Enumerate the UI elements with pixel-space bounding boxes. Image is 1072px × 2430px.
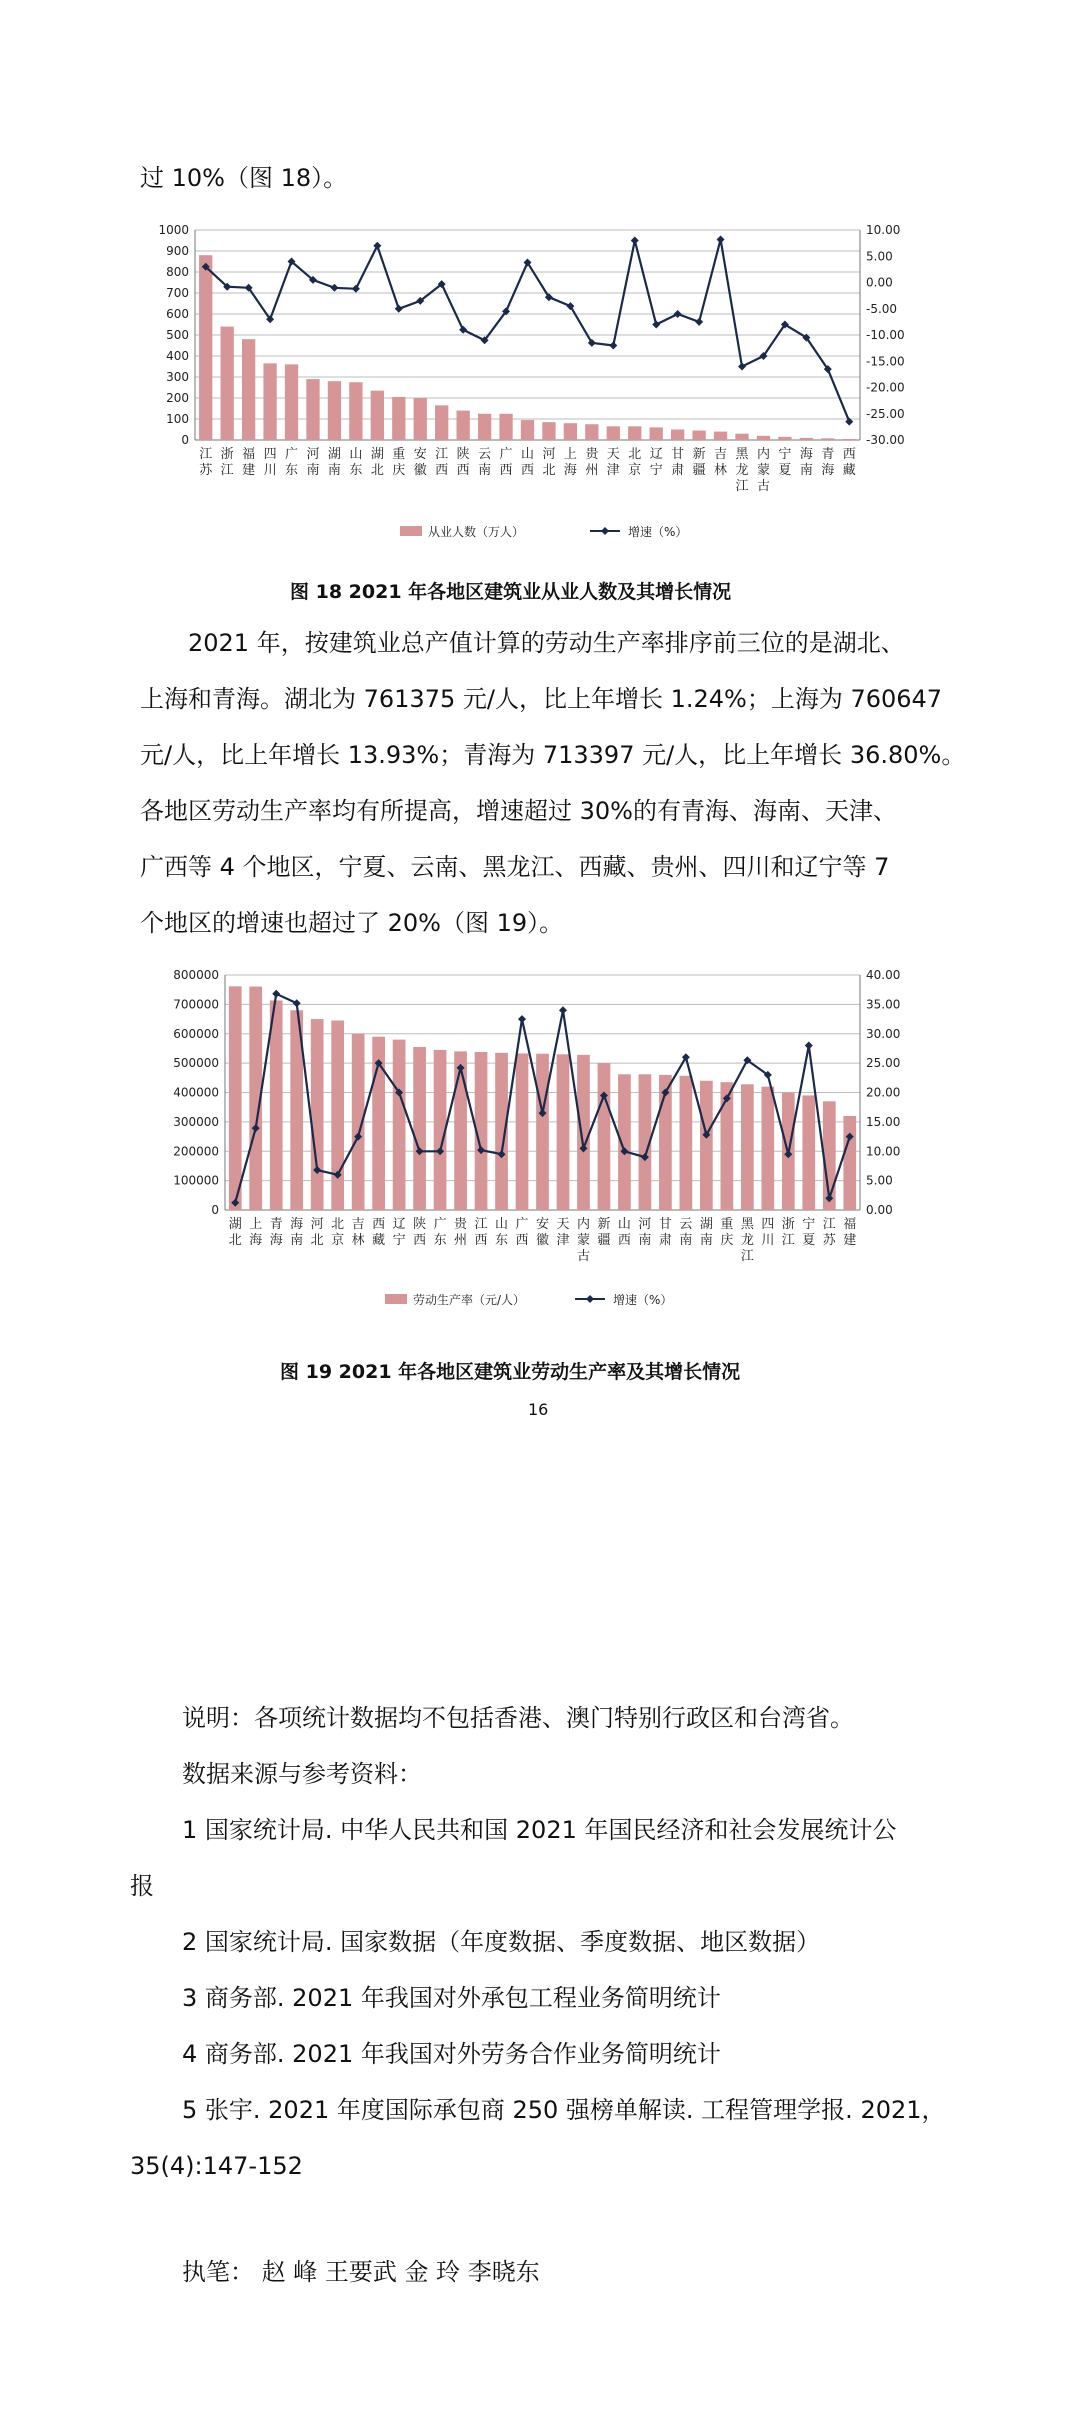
bar <box>221 327 234 440</box>
legend-label: 增速（%） <box>613 1293 673 1307</box>
line-point <box>518 1015 526 1023</box>
x-tick-label: 广东 <box>285 447 299 478</box>
x-tick-label: 湖南 <box>327 447 341 478</box>
line-point <box>805 1042 813 1050</box>
bar <box>800 438 813 440</box>
bar <box>821 438 834 440</box>
x-tick-label: 宁夏 <box>778 447 792 478</box>
y-left-tick-label: 100000 <box>173 1173 219 1188</box>
y-right-tick-label: -10.00 <box>866 328 905 342</box>
x-tick-label: 北京 <box>331 1217 345 1248</box>
intro-line: 过 10%（图 18）。 <box>140 164 348 192</box>
y-left-tick-label: 800 <box>166 265 189 279</box>
y-left-tick-label: 200 <box>166 391 189 405</box>
legend-label: 增速（%） <box>628 525 688 539</box>
y-left-tick-label: 300 <box>166 370 189 384</box>
bar <box>585 424 598 440</box>
x-tick-label: 河南 <box>306 447 320 478</box>
x-tick-label: 甘肃 <box>671 447 685 478</box>
x-tick-label: 宁夏 <box>802 1217 816 1248</box>
bar <box>692 431 705 440</box>
bar <box>516 1053 529 1210</box>
y-left-tick-label: 0 <box>181 433 189 447</box>
bar <box>331 1021 344 1210</box>
x-tick-label: 江西 <box>435 447 449 478</box>
reference-item: 1 国家统计局. 中华人民共和国 2021 年国民经济和社会发展统计公 <box>182 1816 897 1844</box>
line-point <box>609 342 617 350</box>
bar <box>456 411 469 440</box>
y-right-tick-label: -20.00 <box>866 380 905 395</box>
line-point <box>717 235 725 243</box>
x-tick-label: 新疆 <box>692 447 706 478</box>
y-right-tick-label: 30.00 <box>866 1026 901 1041</box>
line-point <box>695 318 703 326</box>
reference-item: 4 商务部. 2021 年我国对外劳务合作业务简明统计 <box>182 2040 721 2068</box>
x-tick-label: 天津 <box>606 447 620 478</box>
y-left-tick-label: 100 <box>166 412 189 426</box>
bar <box>564 423 577 440</box>
bar <box>735 434 748 440</box>
x-tick-label: 辽宁 <box>392 1217 406 1248</box>
y-left-tick-label: 700 <box>166 286 189 300</box>
y-right-tick-label: 5.00 <box>866 1173 893 1188</box>
note-text: 说明：各项统计数据均不包括香港、澳门特别行政区和台湾省。 <box>182 1704 854 1732</box>
bar <box>700 1081 713 1210</box>
x-tick-label: 内蒙古 <box>756 447 770 494</box>
x-tick-label: 青海 <box>821 447 835 478</box>
y-left-tick-label: 0 <box>211 1203 219 1217</box>
x-tick-label: 北京 <box>628 447 642 478</box>
bar <box>392 397 405 440</box>
bar <box>671 430 684 441</box>
bar <box>761 1087 774 1210</box>
bar <box>263 363 276 440</box>
bar <box>843 439 856 440</box>
page-number: 16 <box>528 1400 549 1419</box>
y-left-tick-label: 400000 <box>173 1085 219 1100</box>
bar <box>741 1084 754 1210</box>
y-left-tick-label: 600 <box>166 307 189 321</box>
line-point <box>652 321 660 329</box>
x-tick-label: 云南 <box>478 447 492 478</box>
y-left-tick-label: 300000 <box>173 1114 219 1129</box>
line-point <box>559 1006 567 1014</box>
bar <box>680 1076 693 1210</box>
x-tick-label: 湖北 <box>228 1217 242 1248</box>
paragraph-line: 个地区的增速也超过了 20%（图 19）。 <box>140 909 564 937</box>
line-point <box>459 326 467 334</box>
x-tick-label: 海南 <box>799 447 813 478</box>
reference-item: 2 国家统计局. 国家数据（年度数据、季度数据、地区数据） <box>182 1928 821 1956</box>
y-left-tick-label: 800000 <box>173 968 219 982</box>
x-tick-label: 河北 <box>310 1217 324 1248</box>
paragraph-line: 2021 年，按建筑业总产值计算的劳动生产率排序前三位的是湖北、 <box>188 629 905 657</box>
y-left-tick-label: 200000 <box>173 1144 219 1159</box>
growth-line <box>206 239 850 421</box>
x-tick-label: 江苏 <box>199 447 213 478</box>
bar <box>270 1000 283 1210</box>
y-right-tick-label: 15.00 <box>866 1114 901 1129</box>
legend-swatch-marker <box>601 527 609 535</box>
bar <box>454 1051 467 1210</box>
x-tick-label: 江苏 <box>822 1217 836 1248</box>
x-tick-label: 广东 <box>433 1217 447 1248</box>
line-point <box>352 285 360 293</box>
sources-title: 数据来源与参考资料： <box>182 1760 422 1788</box>
figure-19-chart <box>140 965 940 1325</box>
authors: 执笔： 赵 峰 王要武 金 玲 李晓东 <box>182 2258 540 2286</box>
x-tick-label: 山西 <box>617 1217 631 1248</box>
y-right-tick-label: 10.00 <box>866 223 901 237</box>
line-point <box>674 310 682 318</box>
x-tick-label: 浙江 <box>781 1217 795 1248</box>
line-point <box>373 242 381 250</box>
y-right-tick-label: 0.00 <box>866 275 893 290</box>
legend-swatch-bars <box>400 526 422 536</box>
x-tick-label: 云南 <box>679 1217 693 1248</box>
bar <box>650 427 663 440</box>
x-tick-label: 内蒙古 <box>576 1217 590 1264</box>
y-right-tick-label: -15.00 <box>866 354 905 369</box>
bar <box>536 1054 549 1210</box>
x-tick-label: 陕西 <box>413 1217 427 1248</box>
reference-item: 35(4):147-152 <box>130 2152 303 2180</box>
y-right-tick-label: -30.00 <box>866 433 905 447</box>
bar <box>349 382 362 440</box>
legend-label: 劳动生产率（元/人） <box>413 1293 526 1307</box>
reference-item: 5 张宇. 2021 年度国际承包商 250 强榜单解读. 工程管理学报. 2021， <box>182 2096 946 2124</box>
bar <box>802 1095 815 1210</box>
line-point <box>738 363 746 371</box>
x-tick-label: 山东 <box>495 1217 509 1248</box>
y-left-tick-label: 700000 <box>173 997 219 1012</box>
y-right-tick-label: -25.00 <box>866 406 905 421</box>
y-left-tick-label: 500 <box>166 328 189 342</box>
x-tick-label: 重庆 <box>392 447 406 478</box>
figure-18-caption: 图 18 2021 年各地区建筑业从业人数及其增长情况 <box>290 581 732 603</box>
x-tick-label: 新疆 <box>597 1217 611 1248</box>
x-tick-label: 广西 <box>499 447 513 478</box>
paragraph-line: 广西等 4 个地区，宁夏、云南、黑龙江、西藏、贵州、四川和辽宁等 7 <box>140 853 890 881</box>
x-tick-label: 江西 <box>474 1217 488 1248</box>
y-right-tick-label: 40.00 <box>866 968 901 982</box>
bar <box>371 391 384 440</box>
x-tick-label: 湖北 <box>370 447 384 478</box>
y-right-tick-label: 25.00 <box>866 1056 901 1071</box>
paragraph-line: 元/人，比上年增长 13.93%；青海为 713397 元/人，比上年增长 36.80%。 <box>140 741 966 769</box>
x-tick-label: 贵州 <box>585 447 599 478</box>
bar <box>478 414 491 440</box>
y-right-tick-label: 20.00 <box>866 1085 901 1100</box>
x-tick-label: 湖南 <box>699 1217 713 1248</box>
y-left-tick-label: 500000 <box>173 1056 219 1071</box>
x-tick-label: 四川 <box>761 1217 775 1248</box>
bar <box>757 436 770 440</box>
x-tick-label: 重庆 <box>720 1217 734 1248</box>
y-right-tick-label: 0.00 <box>866 1203 893 1217</box>
bar <box>306 379 319 440</box>
x-tick-label: 山西 <box>520 447 535 478</box>
x-tick-label: 贵州 <box>454 1217 468 1248</box>
x-tick-label: 广西 <box>515 1217 529 1248</box>
x-tick-label: 福建 <box>843 1217 857 1248</box>
paragraph-line: 各地区劳动生产率均有所提高，增速超过 30%的有青海、海南、天津、 <box>140 797 897 825</box>
bar <box>521 420 534 440</box>
x-tick-label: 上海 <box>249 1217 263 1248</box>
bar <box>557 1054 570 1210</box>
bar <box>242 339 255 440</box>
bar <box>843 1116 856 1210</box>
legend-label: 从业人数（万人） <box>428 525 525 539</box>
y-right-tick-label: 10.00 <box>866 1144 901 1159</box>
figure-19-caption: 图 19 2021 年各地区建筑业劳动生产率及其增长情况 <box>280 1361 741 1383</box>
bar <box>413 1047 426 1210</box>
x-tick-label: 西藏 <box>842 447 856 478</box>
x-tick-label: 浙江 <box>220 447 234 478</box>
y-right-tick-label: 5.00 <box>866 249 893 264</box>
y-right-tick-label: 35.00 <box>866 997 901 1012</box>
bar <box>311 1019 324 1210</box>
bar <box>607 426 620 440</box>
reference-item: 报 <box>130 1872 154 1900</box>
x-tick-label: 甘肃 <box>658 1217 672 1248</box>
legend-swatch-bars <box>385 1294 407 1304</box>
line-point <box>330 284 338 292</box>
y-left-tick-label: 900 <box>166 244 189 258</box>
x-tick-label: 海南 <box>290 1217 304 1248</box>
y-left-tick-label: 600000 <box>173 1026 219 1041</box>
paragraph-labor-productivity <box>140 615 965 951</box>
line-point <box>395 305 403 313</box>
y-left-tick-label: 400 <box>166 349 189 363</box>
legend-swatch-marker <box>586 1295 594 1303</box>
bar <box>393 1040 406 1210</box>
x-tick-label: 安徽 <box>413 447 427 478</box>
bar <box>199 255 212 440</box>
x-tick-label: 上海 <box>563 447 577 478</box>
x-tick-label: 河北 <box>542 447 556 478</box>
x-tick-label: 福建 <box>242 447 256 478</box>
bar <box>778 437 791 440</box>
line-point <box>293 999 301 1007</box>
bar <box>414 398 427 440</box>
bar <box>628 426 641 440</box>
bar <box>499 414 512 440</box>
x-tick-label: 黑龙江 <box>740 1217 754 1264</box>
x-tick-label: 辽宁 <box>649 447 663 478</box>
x-tick-label: 黑龙江 <box>735 447 749 494</box>
x-tick-label: 陕西 <box>456 447 470 478</box>
x-tick-label: 吉林 <box>714 447 728 478</box>
y-left-tick-label: 1000 <box>158 223 189 237</box>
bar <box>435 405 448 440</box>
bar <box>714 432 727 440</box>
x-tick-label: 安徽 <box>535 1217 550 1248</box>
x-tick-label: 山东 <box>349 447 363 478</box>
bar <box>285 364 298 440</box>
bar <box>542 422 555 440</box>
x-tick-label: 天津 <box>556 1217 570 1248</box>
line-point <box>272 990 280 998</box>
x-tick-label: 西藏 <box>372 1217 386 1248</box>
x-tick-label: 吉林 <box>351 1217 365 1248</box>
figure-18-chart <box>140 220 940 550</box>
bar <box>229 986 242 1210</box>
x-tick-label: 四川 <box>263 447 277 478</box>
bar <box>598 1063 611 1210</box>
bar <box>328 381 341 440</box>
reference-item: 3 商务部. 2021 年我国对外承包工程业务简明统计 <box>182 1984 721 2012</box>
x-tick-label: 河南 <box>638 1217 652 1248</box>
line-point <box>631 237 639 245</box>
y-right-tick-label: -5.00 <box>866 301 898 316</box>
paragraph-line: 上海和青海。湖北为 761375 元/人，比上年增长 1.24%；上海为 760647 <box>140 685 943 713</box>
bar <box>577 1055 590 1210</box>
x-tick-label: 青海 <box>269 1217 283 1248</box>
